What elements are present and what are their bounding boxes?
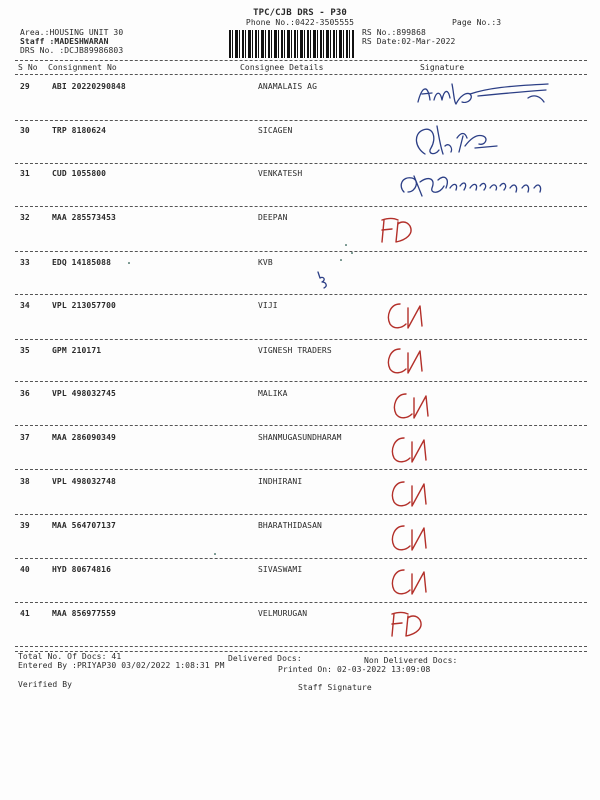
row-sno: 40 bbox=[20, 565, 30, 574]
signature-blue-scribble bbox=[408, 74, 558, 114]
row-consignee: INDHIRANI bbox=[258, 477, 303, 486]
signature-fd-mark bbox=[372, 212, 422, 248]
header-divider bbox=[15, 60, 587, 61]
signature-cn-mark bbox=[386, 562, 436, 602]
row-consignment: VPL 498032745 bbox=[52, 389, 116, 398]
phone-number: Phone No.:0422-3505555 bbox=[245, 18, 355, 27]
row-sno: 37 bbox=[20, 433, 30, 442]
row-divider bbox=[15, 514, 587, 515]
row-consignee: VIJI bbox=[258, 301, 278, 310]
row-sno: 33 bbox=[20, 258, 30, 267]
scan-speck bbox=[345, 244, 347, 246]
sheet-title: TPC/CJB DRS - P30 bbox=[253, 8, 347, 18]
rs-date: RS Date:02-Mar-2022 bbox=[362, 37, 456, 46]
row-consignment: ABI 20220290848 bbox=[52, 82, 126, 91]
staff-label: Staff :MADESHWARAN bbox=[20, 37, 109, 46]
row-consignment: VPL 498032748 bbox=[52, 477, 116, 486]
row-sno: 38 bbox=[20, 477, 30, 486]
row-consignee: VIGNESH TRADERS bbox=[258, 346, 332, 355]
row-consignee: SICAGEN bbox=[258, 126, 293, 135]
row-divider bbox=[15, 294, 587, 295]
row-divider bbox=[15, 425, 587, 426]
delivered-docs: Delivered Docs: bbox=[228, 654, 302, 663]
entered-by: Entered By :PRIYAP30 03/02/2022 1:08:31 PM bbox=[18, 661, 225, 670]
row-sno: 35 bbox=[20, 346, 30, 355]
row-divider bbox=[15, 206, 587, 207]
row-sno: 29 bbox=[20, 82, 30, 91]
col-signature: Signature bbox=[420, 63, 465, 72]
signature-cn-mark bbox=[388, 386, 438, 426]
non-delivered-docs: Non Delivered Docs: bbox=[364, 656, 458, 665]
row-divider bbox=[15, 251, 587, 252]
total-docs: Total No. Of Docs: 41 bbox=[18, 652, 122, 661]
col-sno: S No bbox=[18, 63, 38, 72]
row-consignment: CUD 1055800 bbox=[52, 169, 107, 178]
col-consignment: Consignment No bbox=[48, 63, 117, 72]
row-consignment: EDQ 14185088 bbox=[52, 258, 111, 267]
row-divider bbox=[15, 381, 587, 382]
row-divider bbox=[15, 163, 587, 164]
row-consignee: DEEPAN bbox=[258, 213, 288, 222]
row-consignment: TRP 8180624 bbox=[52, 126, 107, 135]
row-consignee: SIVASWAMI bbox=[258, 565, 303, 574]
page-number: Page No.:3 bbox=[452, 18, 502, 27]
verified-by: Verified By bbox=[18, 680, 73, 689]
row-sno: 31 bbox=[20, 169, 30, 178]
row-sno: 41 bbox=[20, 609, 30, 618]
row-consignment: HYD 80674816 bbox=[52, 565, 111, 574]
signature-blue-scribble bbox=[405, 118, 505, 162]
row-divider bbox=[15, 339, 587, 340]
row-consignment: MAA 286090349 bbox=[52, 433, 116, 442]
drs-number: DRS No. :DCJB89986803 bbox=[20, 46, 124, 55]
row-consignee: BHARATHIDASAN bbox=[258, 521, 322, 530]
col-consignee: Consignee Details bbox=[240, 63, 324, 72]
staff-signature: Staff Signature bbox=[298, 683, 372, 692]
row-consignment: MAA 856977559 bbox=[52, 609, 116, 618]
row-consignment: MAA 564707137 bbox=[52, 521, 116, 530]
row-consignment: MAA 285573453 bbox=[52, 213, 116, 222]
row-consignee: VELMURUGAN bbox=[258, 609, 308, 618]
signature-cn-mark bbox=[386, 518, 436, 558]
row-consignee: SHANMUGASUNDHARAM bbox=[258, 433, 342, 442]
area-label: Area.:HOUSING UNIT 30 bbox=[20, 28, 124, 37]
row-sno: 32 bbox=[20, 213, 30, 222]
row-divider bbox=[15, 602, 587, 603]
scan-speck bbox=[340, 259, 342, 261]
signature-cn-mark bbox=[382, 341, 432, 381]
row-sno: 34 bbox=[20, 301, 30, 310]
row-consignee: VENKATESH bbox=[258, 169, 303, 178]
row-sno: 30 bbox=[20, 126, 30, 135]
signature-blue-scribble bbox=[392, 166, 562, 202]
signature-cn-mark bbox=[386, 474, 436, 514]
scan-speck bbox=[351, 252, 353, 254]
signature-cn-mark bbox=[382, 296, 432, 336]
scan-speck bbox=[214, 553, 216, 555]
row-divider bbox=[15, 558, 587, 559]
scan-speck bbox=[128, 262, 130, 264]
printed-on: Printed On: 02-03-2022 13:09:08 bbox=[278, 665, 431, 674]
row-divider bbox=[15, 469, 587, 470]
rs-number: RS No.:899868 bbox=[362, 28, 426, 37]
row-sno: 36 bbox=[20, 389, 30, 398]
row-consignment: VPL 213057700 bbox=[52, 301, 116, 310]
row-divider bbox=[15, 646, 587, 647]
row-consignee: KVB bbox=[258, 258, 273, 267]
signature-cn-mark bbox=[386, 430, 436, 470]
row-consignee: MALIKA bbox=[258, 389, 288, 398]
row-sno: 39 bbox=[20, 521, 30, 530]
signature-fd-mark bbox=[382, 606, 432, 642]
row-consignment: GPM 210171 bbox=[52, 346, 102, 355]
barcode-image bbox=[229, 30, 354, 58]
row-consignee: ANAMALAIS AG bbox=[258, 82, 317, 91]
signature-small-mark bbox=[312, 268, 336, 292]
